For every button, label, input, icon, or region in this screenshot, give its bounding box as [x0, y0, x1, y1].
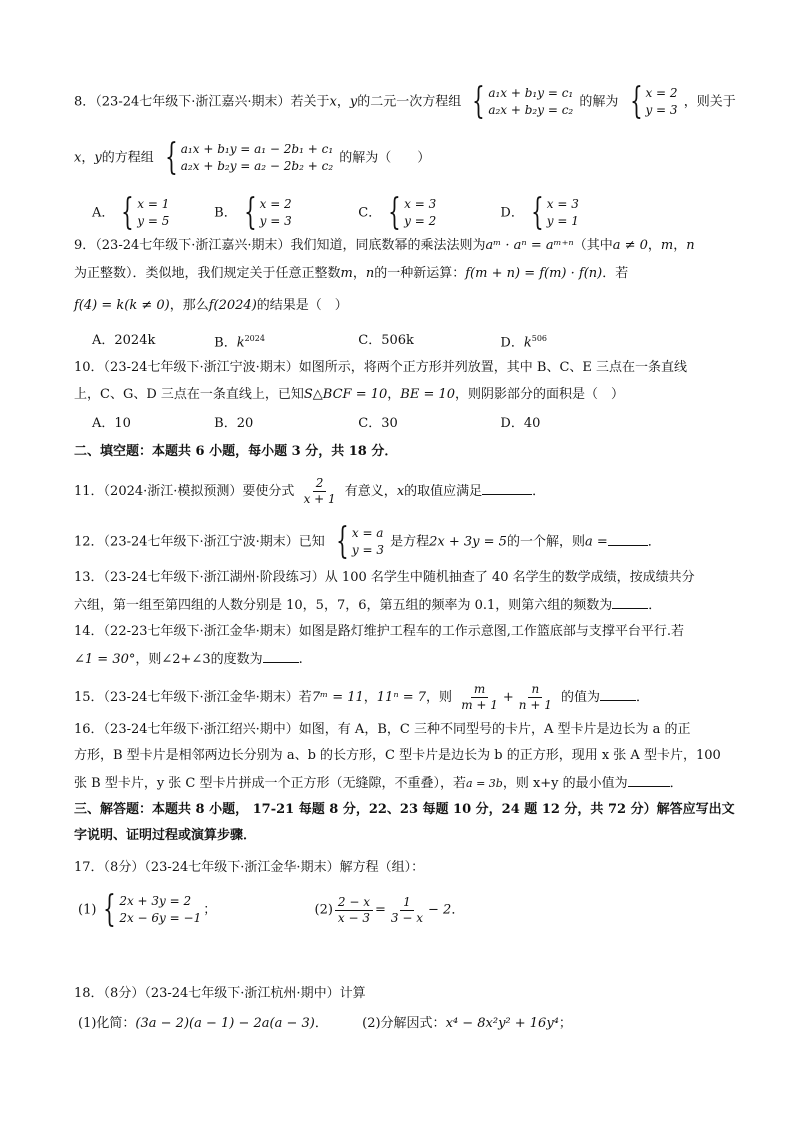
- option-text: A．2024k: [92, 333, 156, 349]
- option-d[interactable]: D．40: [500, 416, 541, 431]
- q10-options: [92, 414, 734, 435]
- math-var: y: [94, 150, 102, 166]
- option-text: C．506k: [358, 333, 414, 349]
- exponent: 506: [531, 334, 548, 343]
- punct: ．: [648, 598, 662, 613]
- formula: ∠1 = 30°: [74, 652, 136, 667]
- exponent: 2024: [244, 334, 265, 343]
- punct: ，: [352, 266, 366, 281]
- section-heading-fill: 二、填空题：本题共 6 小题，每小题 3 分，共 18 分．: [74, 444, 398, 459]
- option-label: B．: [214, 335, 237, 351]
- question-text: 我们知道，同底数幂的乘法法则为: [290, 238, 486, 253]
- q9-options: [92, 329, 734, 353]
- question-text: 有意义，: [344, 484, 397, 499]
- formula: 11ⁿ = 7: [376, 690, 427, 705]
- q8-line1: [74, 81, 736, 122]
- math-var: k: [523, 335, 532, 351]
- fraction: [458, 682, 501, 713]
- math-var: m: [340, 266, 353, 281]
- solution-system: { x = 2 y = 3: [629, 81, 678, 122]
- question-text: 的结果是（ ）: [256, 298, 348, 313]
- question-source: （23-24七年级下·浙江宁波·期末）: [103, 534, 299, 550]
- option-label: C．: [358, 205, 382, 221]
- option-d[interactable]: [500, 329, 547, 353]
- question-text: ，则∠2+∠3的度数为: [135, 652, 263, 667]
- question-text: 已知: [298, 534, 325, 550]
- question-number: 9．: [74, 238, 96, 253]
- question-text: 的一种新运算：: [374, 266, 466, 281]
- q18-title: [74, 984, 734, 1004]
- q13-line2: [74, 594, 734, 616]
- equation: a₂x + b₂y = c₂: [488, 103, 574, 117]
- equation-system: { 2x + 3y = 2 2x − 6y = −1: [103, 889, 202, 930]
- punct: ，: [673, 238, 687, 253]
- question-text: 六组，第一组至第四组的人数分别是 10，5，7，6，第五组的频率为 0.1，则第六组的频数为: [74, 598, 613, 613]
- option-label: D．: [500, 335, 524, 351]
- question-source: （23-24七年级下·浙江杭州·期中）: [144, 986, 340, 1001]
- question-source: （23-24七年级下·浙江金华·期末）: [103, 690, 299, 705]
- punct: ，: [336, 94, 350, 110]
- punct: ；: [203, 902, 217, 918]
- fraction: [516, 682, 555, 713]
- punct: ．: [451, 902, 465, 918]
- numerator: 1: [400, 895, 414, 911]
- question-text: 若: [298, 690, 312, 705]
- punct: ．: [636, 690, 650, 705]
- option-label: D．: [500, 205, 524, 221]
- part-label: (1): [78, 902, 97, 918]
- math-var: m: [660, 238, 674, 253]
- question-text: 要使分式: [242, 484, 295, 499]
- punct: ；: [558, 1016, 572, 1031]
- equation: x = 2: [645, 86, 678, 100]
- punct: ．: [647, 534, 661, 550]
- question-number: 10．: [74, 360, 104, 375]
- question-text: 为正整数）．类似地，我们规定关于任意正整数: [74, 266, 341, 281]
- option-b[interactable]: B． { x = 2 y = 3: [214, 192, 292, 233]
- q15: [74, 682, 734, 713]
- answer-blank[interactable]: [482, 480, 532, 495]
- formula: a = 3b: [466, 777, 503, 790]
- question-points: （8分）: [103, 986, 145, 1001]
- formula: S△BCF = 10: [303, 387, 388, 402]
- equation: y = 2: [404, 214, 437, 228]
- question-number: 8．: [74, 94, 96, 110]
- option-c[interactable]: C． { x = 3 y = 2: [358, 192, 437, 233]
- punct: ，: [647, 238, 661, 253]
- math-var: n: [686, 238, 695, 253]
- option-b[interactable]: B．20: [214, 416, 254, 431]
- punct: ，: [81, 150, 95, 166]
- question-source: （23-24七年级下·浙江金华·期末）: [144, 860, 340, 875]
- part-label: (1)化简：: [78, 1016, 136, 1031]
- q9-line1: [74, 236, 734, 256]
- formula: a =: [584, 534, 608, 550]
- question-text: 解方程（组）：: [339, 860, 425, 875]
- question-number: 16．: [74, 722, 104, 737]
- question-text: 张 B 型卡片，y 张 C 型卡片拼成一个正方形（无缝隙，不重叠），若: [74, 776, 467, 791]
- q14-line2: [74, 648, 734, 670]
- formula: − 2: [428, 902, 452, 918]
- section-heading-solve: 三、解答题：本题共 8 小题， 17-21 每题 8 分，22、23 每题 10 分，24 题 12 分，共 72 分）解答应写出文: [74, 802, 735, 817]
- question-text: 如图是路灯维护工程车的工作示意图,工作篮底部与支撑平台平行.若: [298, 624, 685, 639]
- question-text: ．若: [602, 266, 629, 281]
- question-number: 12．: [74, 534, 104, 550]
- question-text: ，则 x+y 的最小值为: [502, 776, 628, 791]
- punct: ．: [669, 776, 683, 791]
- answer-blank[interactable]: [263, 648, 299, 663]
- question-text: 如图所示，将两个正方形并列放置，其中 B、C、E 三点在一条直线: [298, 360, 688, 375]
- q10-line2: [74, 385, 734, 405]
- equation-system: { x = a y = 3: [336, 521, 384, 562]
- option-c[interactable]: [358, 331, 496, 351]
- punct: ，: [387, 387, 401, 402]
- question-source: （23-24七年级下·浙江绍兴·期中）: [103, 722, 299, 737]
- equation: 2x + 3y = 2: [119, 894, 192, 908]
- q17-title: [74, 858, 734, 878]
- question-number: 14．: [74, 624, 104, 639]
- part-label: (2)分解因式：: [362, 1016, 446, 1031]
- math-var: x: [396, 484, 405, 499]
- q14-line1: [74, 622, 734, 642]
- denominator: x − 3: [337, 910, 371, 925]
- q16-line1: [74, 720, 734, 740]
- equation: x = 1: [137, 197, 170, 211]
- denominator: x + 1: [303, 492, 336, 506]
- math-var: x: [329, 94, 337, 110]
- question-text: 的解为: [579, 94, 619, 110]
- option-d[interactable]: D． { x = 3 y = 1: [500, 192, 579, 233]
- option-label: B．: [214, 205, 237, 221]
- answer-blank[interactable]: [600, 686, 636, 701]
- equation: y = 3: [351, 543, 384, 557]
- question-text: 的二元一次方程组: [357, 94, 462, 110]
- q12: [74, 521, 734, 562]
- question-text: 的值为: [560, 690, 600, 705]
- question-text: 是方程: [390, 534, 430, 550]
- question-text: 的取值应满足: [404, 484, 483, 499]
- fraction: [335, 895, 373, 926]
- question-text: 若关于: [290, 94, 330, 110]
- formula: 2x + 3y = 5: [429, 534, 507, 550]
- numerator: 2 − x: [335, 895, 373, 911]
- operator: +: [502, 690, 514, 705]
- equation-system: { a₁x + b₁y = c₁ a₂x + b₂y = c₂: [472, 81, 574, 122]
- question-text: 的方程组: [101, 150, 154, 166]
- formula: (3a − 2)(a − 1) − 2a(a − 3): [135, 1016, 315, 1031]
- formula: x⁴ − 8x²y² + 16y⁴: [445, 1016, 559, 1031]
- math-var: n: [365, 266, 375, 281]
- question-text: ，那么: [169, 298, 209, 313]
- punct: ．: [532, 484, 546, 499]
- part-label: (2): [314, 902, 333, 918]
- question-text: ，则关于: [683, 94, 736, 110]
- formula: a ≠ 0: [612, 238, 648, 253]
- option-label: A．: [92, 205, 115, 221]
- q18-parts: [78, 1014, 734, 1034]
- punct: .: [298, 652, 303, 667]
- q13-line1: [74, 568, 734, 588]
- question-text: ，则阴影部分的面积是（ ）: [455, 387, 625, 402]
- option-b[interactable]: [214, 329, 354, 353]
- math-var: k: [236, 335, 245, 351]
- q10-line1: [74, 358, 734, 378]
- q9-line2: [74, 264, 734, 284]
- question-text: 上，C、G、D 三点在一条直线上，已知: [74, 387, 304, 402]
- question-source: （2024·浙江·模拟预测）: [103, 484, 243, 499]
- numerator: 2: [313, 476, 327, 492]
- question-number: 15．: [74, 690, 104, 705]
- equation: x = 2: [259, 197, 292, 211]
- equation: 2x − 6y = −1: [119, 911, 202, 925]
- equation: a₂x + b₂y = a₂ − 2b₂ + c₂: [180, 159, 334, 173]
- question-text: 计算: [339, 986, 366, 1001]
- equation: y = 3: [645, 103, 678, 117]
- math-var: x: [74, 150, 82, 166]
- option-a[interactable]: A． { x = 1 y = 5: [92, 192, 170, 233]
- question-points: （8分）: [103, 860, 145, 875]
- q8-line2: [74, 137, 734, 178]
- formula: f(m + n) = f(m) · f(n): [465, 266, 603, 281]
- answer-blank[interactable]: [612, 594, 648, 609]
- punct: ，: [363, 690, 377, 705]
- fraction: [388, 895, 426, 926]
- question-source: （22-23七年级下·浙江金华·期末）: [103, 624, 299, 639]
- formula: 7ᵐ = 11: [311, 690, 364, 705]
- question-text: （其中: [573, 238, 613, 253]
- math-var: y: [349, 94, 358, 110]
- operator: =: [375, 902, 386, 918]
- formula: f(2024): [208, 298, 257, 313]
- numerator: m: [471, 682, 488, 698]
- answer-blank[interactable]: [608, 531, 648, 546]
- question-text: ，则: [426, 690, 453, 705]
- question-source: （23-24七年级下·浙江嘉兴·期末）: [95, 238, 291, 253]
- q16-line3: [74, 772, 734, 794]
- q8-options: [92, 192, 734, 233]
- question-text: 从 100 名学生中随机抽查了 40 名学生的数学成绩，按成绩共分: [324, 570, 695, 585]
- answer-blank[interactable]: [628, 772, 670, 787]
- question-number: 13．: [74, 570, 104, 585]
- formula: BE = 10: [400, 387, 456, 402]
- q11: [74, 476, 734, 507]
- equation: y = 5: [137, 214, 170, 228]
- formula: aᵐ · aⁿ = aᵐ⁺ⁿ: [485, 238, 574, 253]
- equation: x = a: [351, 526, 384, 540]
- equation: y = 1: [546, 214, 579, 228]
- option-c[interactable]: C．30: [358, 416, 398, 431]
- denominator: m + 1: [461, 698, 498, 712]
- question-number: 11．: [74, 484, 104, 499]
- question-source: （23-24七年级下·浙江宁波·期末）: [103, 360, 299, 375]
- denominator: 3 − x: [390, 910, 424, 925]
- question-source: （23-24七年级下·浙江嘉兴·期末）: [95, 94, 291, 110]
- question-text: 的一个解，则: [506, 534, 585, 550]
- equation: x = 3: [546, 197, 579, 211]
- equation-system: { a₁x + b₁y = a₁ − 2b₁ + c₁ a₂x + b₂y = a₂ − 2b₂ + c₂: [165, 137, 334, 178]
- question-number: 18．: [74, 986, 104, 1001]
- section-heading-solve-2: 字说明、证明过程或演算步骤．: [74, 828, 257, 843]
- punct: ．: [314, 1016, 328, 1031]
- question-text: 如图，有 A，B，C 三种不同型号的卡片，A 型卡片是边长为 a 的正: [298, 722, 691, 737]
- question-source: （23-24七年级下·浙江湖州·阶段练习）: [103, 570, 325, 585]
- question-text: 的解为（ ）: [339, 150, 431, 166]
- denominator: n + 1: [518, 698, 552, 712]
- question-number: 17．: [74, 860, 104, 875]
- numerator: n: [528, 682, 542, 698]
- equation: x = 3: [404, 197, 437, 211]
- equation: y = 3: [259, 214, 292, 228]
- q9-line3: [74, 296, 734, 316]
- option-a[interactable]: [92, 331, 210, 351]
- q16-line2: 方形，B 型卡片是相邻两边长分别为 a、b 的长方形，C 型卡片是边长为 b 的正方形，现用 x 张 A 型卡片，100: [74, 748, 721, 763]
- option-a[interactable]: A．10: [92, 416, 131, 431]
- fraction: [301, 476, 339, 507]
- formula: f(4) = k(k ≠ 0): [74, 298, 170, 313]
- equation: a₁x + b₁y = c₁: [488, 86, 574, 100]
- equation: a₁x + b₁y = a₁ − 2b₁ + c₁: [180, 142, 334, 156]
- q17-parts: [78, 889, 734, 930]
